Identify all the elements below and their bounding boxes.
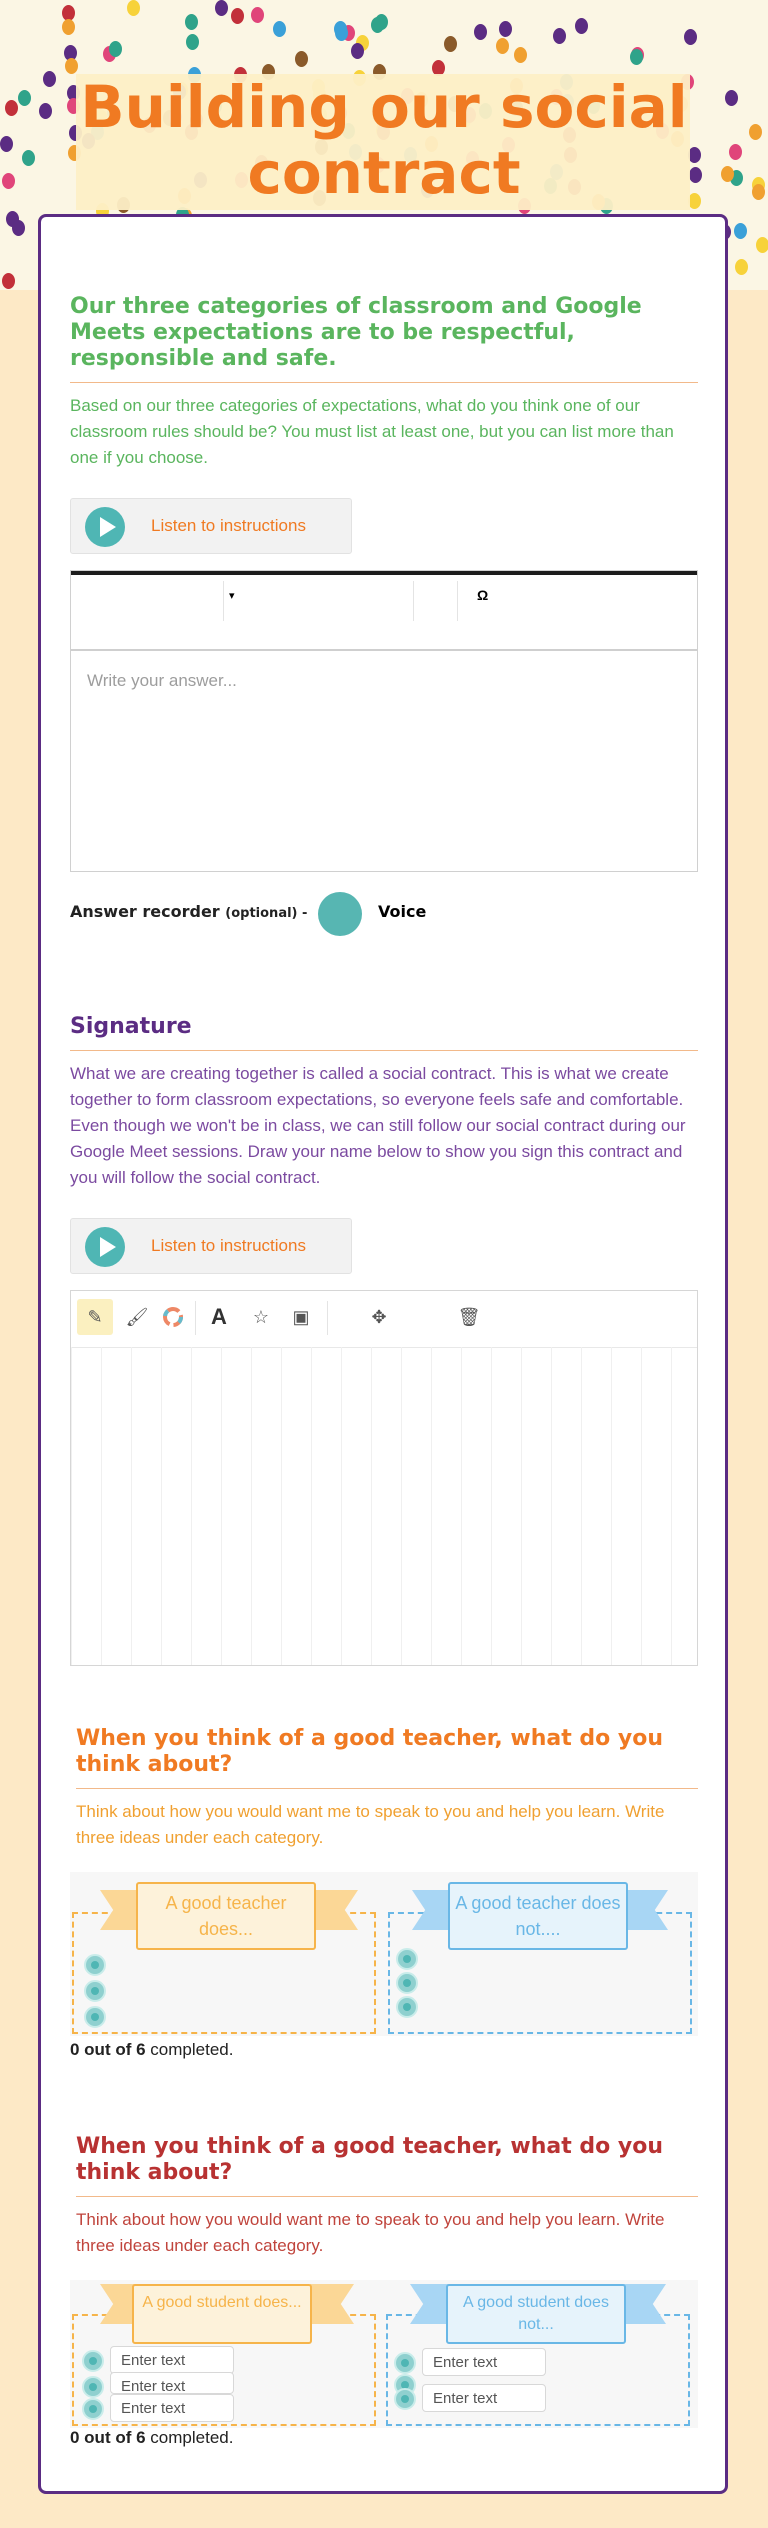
play-icon [85,507,125,547]
format-dropdown-icon[interactable]: ▾ [229,590,235,602]
confetti-dot [39,103,52,119]
confetti-dot [12,220,25,236]
confetti-dot [684,29,697,45]
voice-record-button[interactable] [318,892,362,936]
bullet-icon[interactable] [82,2376,104,2398]
entry-input[interactable]: Enter text [110,2346,234,2374]
listen-instructions-button-1[interactable] [70,498,352,554]
confetti-dot [444,36,457,52]
confetti-dot [474,24,487,40]
confetti-dot [514,47,527,63]
confetti-dot [231,8,244,24]
completion-status: 0 out of 6 completed. [70,2040,234,2059]
question-3 [76,1726,698,1851]
signature-drawing-area[interactable] [70,1290,698,1666]
confetti-dot [65,58,78,74]
student-ideas-board [70,2280,698,2428]
good-teacher-does-not-banner: A good teacher does not.... [448,1882,628,1950]
confetti-dot [215,0,228,16]
bullet-icon[interactable] [396,1996,418,2018]
confetti-dot [2,273,15,289]
confetti-dot [575,18,588,34]
brush-icon[interactable]: 🖌 [125,1307,149,1327]
question-3-body: Think about how you would want me to speak to you and help you learn. Write three ideas under each category. [76,1802,665,1847]
bullet-icon[interactable] [84,2006,106,2028]
confetti-dot [499,21,512,37]
confetti-dot [0,136,13,152]
good-student-does-banner: A good student does... [132,2284,312,2344]
confetti-dot [630,49,643,65]
bullet-icon[interactable] [84,1980,106,2002]
confetti-dot [351,43,364,59]
trash-icon[interactable]: 🗑 [457,1307,481,1327]
confetti-dot [273,21,286,37]
play-icon [85,1227,125,1267]
confetti-dot [186,34,199,50]
confetti-dot [2,173,15,189]
confetti-dot [18,90,31,106]
entry-input[interactable]: Enter text [422,2348,546,2376]
listen-label: Listen to instructions [151,1236,306,1255]
editor-toolbar [71,571,697,651]
confetti-dot [749,124,762,140]
question-1-heading: Our three categories of classroom and Google Meets expectations are to be respectful, responsible and safe. [70,294,698,383]
confetti-dot [251,7,264,23]
bullet-icon[interactable] [396,1948,418,1970]
confetti-dot [721,166,734,182]
confetti-dot [725,90,738,106]
voice-label: Voice [378,902,427,921]
bullet-icon[interactable] [84,1954,106,1976]
drawing-canvas[interactable] [71,1347,697,1665]
question-2-body: What we are creating together is called a social contract. This is what we create together to form classroom expectations, so everyone feels safe and comfortable. Even though we won't be in class, we can still follow our social contract during our Google Meet sessions. Draw your name below to show you sign this contract and you will follow the social contract. [70,1064,686,1187]
good-student-does-not-banner: A good student does not... [446,2284,626,2344]
confetti-dot [496,38,509,54]
confetti-dot [109,41,122,57]
listen-instructions-button-2[interactable] [70,1218,352,1274]
bullet-icon[interactable] [394,2388,416,2410]
confetti-dot [22,150,35,166]
completion-status: 0 out of 6 completed. [70,2428,234,2447]
confetti-dot [371,17,384,33]
pencil-icon[interactable]: ✎ [77,1299,113,1335]
bullet-icon[interactable] [394,2352,416,2374]
question-2 [70,1014,698,1191]
ribbon-icon [624,1890,668,1930]
question-4-heading: When you think of a good teacher, what do you think about? [76,2134,698,2197]
image-icon[interactable]: ▣ [292,1307,310,1327]
bullet-icon[interactable] [82,2350,104,2372]
confetti-dot [295,51,308,67]
bullet-icon[interactable] [396,1972,418,1994]
question-3-heading: When you think of a good teacher, what do you think about? [76,1726,698,1789]
star-icon[interactable]: ☆ [252,1307,270,1327]
confetti-dot [553,28,566,44]
confetti-dot [127,0,140,16]
listen-label: Listen to instructions [151,516,306,535]
confetti-dot [43,71,56,87]
move-icon[interactable]: ✥ [371,1307,387,1327]
confetti-dot [735,259,748,275]
ribbon-icon [310,2284,354,2324]
confetti-dot [756,237,768,253]
confetti-dot [729,144,742,160]
ribbon-icon [622,2284,666,2324]
confetti-dot [5,100,18,116]
answer-placeholder[interactable]: Write your answer... [87,671,237,690]
page-title: Building our social contract [80,73,688,207]
entry-input[interactable]: Enter text [110,2372,234,2394]
special-character-icon[interactable]: Ω [477,587,489,603]
confetti-dot [752,184,765,200]
question-4-body: Think about how you would want me to speak to you and help you learn. Write three ideas under each category. [76,2210,665,2255]
question-1-body: Based on our three categories of expectations, what do you think one of our classroom rules should be? You must list at least one, but you can list more than one if you choose. [70,396,674,467]
text-icon[interactable]: A [211,1304,227,1329]
ribbon-icon [314,1890,358,1930]
question-2-heading: Signature [70,1014,698,1051]
entry-input[interactable]: Enter text [110,2394,234,2422]
bullet-icon[interactable] [82,2398,104,2420]
answer-recorder-label: Answer recorder (optional) - [70,902,308,921]
entry-input[interactable]: Enter text [422,2384,546,2412]
question-1 [70,294,698,471]
teacher-ideas-board [70,1872,698,2036]
good-teacher-does-banner: A good teacher does... [136,1882,316,1950]
confetti-dot [62,19,75,35]
confetti-dot [334,21,347,37]
color-wheel-icon[interactable] [155,1299,191,1335]
answer-recorder [70,890,698,938]
confetti-dot [185,14,198,30]
confetti-dot [734,223,747,239]
answer-editor[interactable] [70,570,698,872]
question-4 [76,2134,698,2259]
drawing-toolbar [71,1291,697,1348]
